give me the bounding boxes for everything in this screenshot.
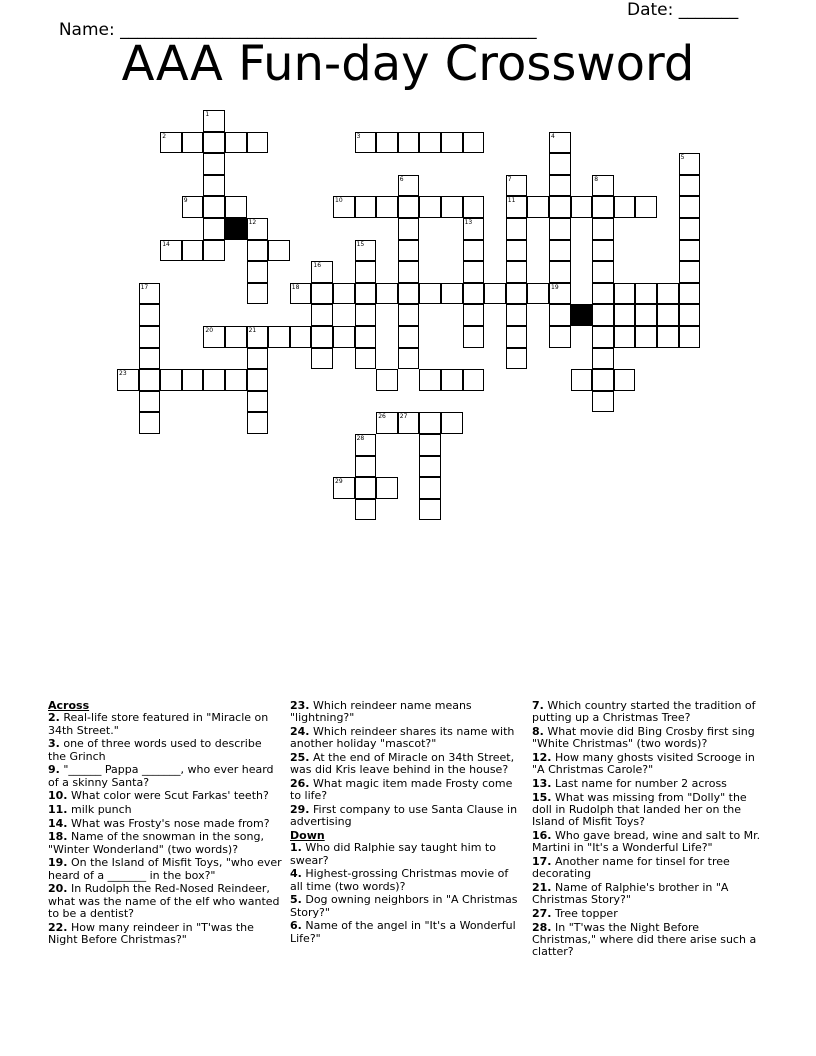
grid-cell[interactable] [679,218,701,240]
grid-cell[interactable] [355,132,377,154]
clues-column-1 [48,700,282,948]
grid-cell[interactable] [592,369,614,391]
grid-cell[interactable] [441,369,463,391]
clue-label: 3. [48,737,60,751]
grid-cell[interactable] [376,196,398,218]
grid-cell[interactable] [139,391,161,413]
grid-cell[interactable] [635,283,657,305]
grid-cell[interactable] [311,348,333,370]
clue-text: Name of the angel in "It's a Wonderful Life?" [290,919,516,945]
clue-number: 20 [205,327,214,334]
clue-text: Who gave bread, wine and salt to Mr. Martini in "It's a Wonderful Life?" [532,829,761,855]
grid-cell[interactable] [139,348,161,370]
grid-cell[interactable] [139,369,161,391]
grid-cell[interactable] [117,369,139,391]
grid-cell[interactable] [225,196,247,218]
clue-text: At the end of Miracle on 34th Street, was did Kris leave behind in the house? [290,751,515,777]
grid-cell[interactable] [247,132,269,154]
grid-cell[interactable] [355,348,377,370]
grid-cell[interactable] [376,369,398,391]
grid-cell[interactable] [203,369,225,391]
grid-cell[interactable] [441,283,463,305]
grid-cell[interactable] [398,326,420,348]
down-clue [532,752,766,777]
clue-label: 18. [48,830,68,844]
grid-cell[interactable] [592,218,614,240]
grid-cell[interactable] [549,304,571,326]
grid-cell[interactable] [182,132,204,154]
grid-cell[interactable] [463,261,485,283]
grid-cell[interactable] [679,304,701,326]
grid-cell[interactable] [247,348,269,370]
grid-cell[interactable] [247,261,269,283]
grid-cell[interactable] [225,132,247,154]
grid-cell[interactable] [268,326,290,348]
clue-label: 19. [48,856,68,870]
grid-cell[interactable] [247,283,269,305]
down-clue [532,778,766,790]
grid-cell[interactable] [463,283,485,305]
down-heading: Down [290,829,325,842]
clue-label: 5. [290,893,302,907]
clue-text: How many reindeer in "T'was the Night Before Christmas?" [48,920,254,946]
grid-cell[interactable] [657,326,679,348]
clue-label: 11. [48,803,68,816]
down-clue [532,856,766,881]
clue-number: 29 [335,478,343,486]
name-line[interactable]: Name: _________________________________________________ [58,20,537,40]
grid-cell[interactable] [506,261,528,283]
grid-cell[interactable] [355,499,377,521]
grid-cell[interactable] [657,304,679,326]
grid-cell[interactable] [614,369,636,391]
clue-label: 26. [290,777,310,790]
grid-cell[interactable] [527,283,549,305]
grid-cell[interactable] [592,261,614,283]
clue-number: 5 [680,154,685,162]
black-cell [571,304,593,326]
grid-cell[interactable] [614,326,636,348]
clue-label: 13. [532,777,552,790]
clue-label: 1. [290,841,302,855]
clue-label: 20. [48,882,68,896]
grid-cell[interactable] [463,304,485,326]
grid-cell[interactable] [635,304,657,326]
grid-cell[interactable] [463,240,485,262]
across-heading: Across [48,699,90,712]
grid-cell[interactable] [592,391,614,413]
clue-number: 2 [162,132,167,140]
clue-text: Highest-grossing Christmas movie of all time (two words)? [290,867,509,893]
clue-text: Dog owning neighbors in "A Christmas Story?" [290,893,518,919]
clue-text: In Rudolph the Red-Nosed Reindeer, what was the name of the elf who wanted to be a dentist? [48,882,280,920]
clue-label: 8. [532,725,544,738]
grid-cell[interactable] [203,110,225,132]
clue-text: Who did Ralphie say taught him to swear? [290,841,496,867]
clue-text: Name of Ralphie's brother in "A Christmas Story?" [532,881,729,907]
clue-text: "______ Pappa _______, who ever heard of a skinny Santa? [48,763,274,789]
across-clue [48,712,282,737]
clue-text: What was Frosty's nose made from? [71,816,270,830]
grid-cell[interactable] [376,477,398,499]
grid-cell[interactable] [225,326,247,348]
clue-number: 16 [313,262,322,270]
clue-number: 19 [551,283,559,291]
clue-text: Which reindeer shares its name with another holiday "mascot?" [290,725,515,751]
grid-cell[interactable] [398,261,420,283]
across-clue [48,922,282,947]
grid-cell[interactable] [506,348,528,370]
clue-number: 27 [399,413,408,421]
grid-cell[interactable] [463,132,485,154]
grid-cell[interactable] [571,369,593,391]
grid-cell[interactable] [398,132,420,154]
grid-cell[interactable] [398,412,420,434]
grid-cell[interactable] [398,196,420,218]
grid-cell[interactable] [592,326,614,348]
grid-cell[interactable] [419,369,441,391]
clue-label: 29. [290,803,310,816]
across-clue [290,700,524,725]
clue-number: 4 [551,132,555,140]
clue-number: 9 [183,197,188,205]
grid-cell[interactable] [419,283,441,305]
grid-cell[interactable] [506,175,528,197]
clue-label: 7. [532,699,544,712]
grid-cell[interactable] [614,196,636,218]
grid-cell[interactable] [203,132,225,154]
down-clue [290,894,524,919]
grid-cell[interactable] [592,240,614,262]
across-clue [48,857,282,882]
clue-number: 10 [335,197,343,205]
clue-text: What magic item made Frosty come to life? [290,777,513,803]
clue-text: milk punch [71,803,132,816]
grid-cell[interactable] [592,304,614,326]
grid-cell[interactable] [463,196,485,218]
clue-text: Which reindeer name means "lightning?" [290,699,472,725]
date-line[interactable]: Date: _______ [627,0,739,20]
grid-cell[interactable] [376,132,398,154]
grid-cell[interactable] [506,304,528,326]
grid-cell[interactable] [679,283,701,305]
grid-cell[interactable] [398,175,420,197]
grid-cell[interactable] [139,304,161,326]
grid-cell[interactable] [463,218,485,240]
grid-cell[interactable] [419,499,441,521]
clue-number: 21 [248,327,257,334]
grid-cell[interactable] [679,196,701,218]
grid-cell[interactable] [614,304,636,326]
grid-cell[interactable] [247,240,269,262]
grid-cell[interactable] [160,132,182,154]
grid-cell[interactable] [355,240,377,262]
grid-cell[interactable] [355,304,377,326]
grid-cell[interactable] [441,412,463,434]
clue-number: 23 [119,370,127,378]
clue-label: 28. [532,920,552,934]
grid-cell[interactable] [398,304,420,326]
grid-cell[interactable] [311,326,333,348]
across-clue [290,778,524,803]
clue-number: 7 [507,175,512,183]
grid-cell[interactable] [549,261,571,283]
down-clue [532,700,766,725]
grid-cell[interactable] [419,412,441,434]
grid-cell[interactable] [398,348,420,370]
clue-text: one of three words used to describe the Grinch [48,737,262,763]
grid-cell[interactable] [203,153,225,175]
clue-label: 16. [532,829,552,842]
clue-number: 13 [464,219,473,226]
grid-cell[interactable] [571,196,593,218]
clue-number: 28 [356,435,365,442]
grid-cell[interactable] [203,326,225,348]
down-clue [290,920,524,945]
clue-label: 22. [48,920,68,934]
clue-number: 3 [356,132,361,140]
grid-cell[interactable] [549,326,571,348]
clue-label: 17. [532,855,552,868]
grid-cell[interactable] [549,283,571,305]
across-clue [48,738,282,763]
grid-cell[interactable] [635,326,657,348]
clue-text: What was missing from "Dolly" the doll in Rudolph that landed her on the Island of Misfit Toys? [532,790,747,829]
clue-number: 8 [594,175,599,183]
across-clue [48,883,282,920]
clue-label: 9. [48,763,60,777]
grid-cell[interactable] [592,348,614,370]
down-clue [532,922,766,959]
clue-text: How many ghosts visited Scrooge in "A Christmas Carole?" [532,751,755,777]
grid-cell[interactable] [333,196,355,218]
grid-cell[interactable] [247,218,269,240]
grid-cell[interactable] [592,175,614,197]
clue-label: 6. [290,919,302,933]
clue-label: 15. [532,790,552,804]
clue-text: On the Island of Misfit Toys, "who ever heard of a _______ in the box?" [48,856,282,882]
clue-number: 18 [291,283,300,291]
grid-cell[interactable] [484,283,506,305]
grid-cell[interactable] [592,283,614,305]
grid-cell[interactable] [592,196,614,218]
clues-column-2 [290,700,524,946]
grid-cell[interactable] [614,283,636,305]
clue-text: Last name for number 2 across [555,777,727,790]
clue-label: 27. [532,907,552,920]
clue-text: What movie did Bing Crosby first sing "White Christmas" (two words)? [532,725,755,751]
clue-text: What color were Scut Farkas' teeth? [71,789,269,803]
clue-number: 12 [248,219,257,226]
grid-cell[interactable] [549,196,571,218]
grid-cell[interactable] [398,240,420,262]
grid-cell[interactable] [355,196,377,218]
grid-cell[interactable] [398,218,420,240]
clue-text: In "T'was the Night Before Christmas," where did there arise such a clatter? [532,920,757,959]
grid-cell[interactable] [657,283,679,305]
grid-cell[interactable] [506,326,528,348]
clue-label: 21. [532,881,552,894]
across-clue [48,804,282,816]
grid-cell[interactable] [679,240,701,262]
clue-label: 2. [48,711,60,725]
grid-cell[interactable] [549,240,571,262]
clue-label: 14. [48,816,68,830]
clue-text: Which country started the tradition of putting up a Christmas Tree? [532,699,756,725]
down-clue [532,792,766,829]
grid-cell[interactable] [333,283,355,305]
grid-cell[interactable] [506,240,528,262]
grid-cell[interactable] [355,477,377,499]
grid-cell[interactable] [355,261,377,283]
grid-cell[interactable] [549,175,571,197]
clue-number: 26 [378,413,386,421]
grid-cell[interactable] [139,326,161,348]
clue-label: 24. [290,725,310,738]
across-clue [48,790,282,802]
clue-label: 10. [48,789,68,803]
grid-cell[interactable] [203,218,225,240]
across-clue [290,726,524,751]
across-clue [290,804,524,829]
grid-cell[interactable] [160,240,182,262]
grid-cell[interactable] [549,218,571,240]
grid-cell[interactable] [290,283,312,305]
grid-cell[interactable] [376,412,398,434]
grid-cell[interactable] [139,283,161,305]
down-clue [532,908,766,920]
grid-cell[interactable] [506,283,528,305]
grid-cell[interactable] [635,196,657,218]
grid-cell[interactable] [679,326,701,348]
grid-cell[interactable] [506,218,528,240]
grid-cell[interactable] [139,412,161,434]
page-title: AAA Fun-day Crossword [121,36,695,92]
grid-cell[interactable] [506,196,528,218]
grid-cell[interactable] [355,434,377,456]
grid-cell[interactable] [203,240,225,262]
down-clue [532,830,766,855]
down-clue [532,882,766,907]
clue-text: First company to use Santa Clause in advertising [290,803,518,829]
grid-cell[interactable] [679,175,701,197]
grid-cell[interactable] [355,326,377,348]
grid-cell[interactable] [247,412,269,434]
down-clue [290,868,524,893]
grid-cell[interactable] [355,456,377,478]
grid-cell[interactable] [182,369,204,391]
grid-cell[interactable] [311,283,333,305]
clue-text: Tree topper [555,907,618,920]
grid-cell[interactable] [527,196,549,218]
clue-text: Another name for tinsel for tree decorating [532,855,730,881]
grid-cell[interactable] [549,153,571,175]
grid-cell[interactable] [247,369,269,391]
grid-cell[interactable] [419,132,441,154]
black-cell [225,218,247,240]
grid-cell[interactable] [419,456,441,478]
grid-cell[interactable] [203,196,225,218]
grid-cell[interactable] [182,240,204,262]
grid-cell[interactable] [247,326,269,348]
grid-cell[interactable] [182,196,204,218]
grid-cell[interactable] [247,391,269,413]
grid-cell[interactable] [355,283,377,305]
clue-label: 23. [290,699,310,712]
grid-cell[interactable] [398,283,420,305]
grid-cell[interactable] [203,175,225,197]
clue-label: 4. [290,867,302,881]
clue-number: 17 [140,283,149,291]
clue-number: 15 [356,240,365,248]
grid-cell[interactable] [376,283,398,305]
clue-number: 11 [507,197,516,205]
across-clue [48,764,282,789]
across-clue [290,752,524,777]
grid-cell[interactable] [463,326,485,348]
across-clue [48,818,282,830]
grid-cell[interactable] [225,369,247,391]
clues-column-3 [532,700,766,960]
grid-cell[interactable] [290,326,312,348]
grid-cell[interactable] [679,261,701,283]
grid-cell[interactable] [160,369,182,391]
grid-cell[interactable] [311,304,333,326]
grid-cell[interactable] [679,153,701,175]
grid-cell[interactable] [419,196,441,218]
grid-cell[interactable] [463,369,485,391]
clue-number: 14 [162,240,170,248]
grid-cell[interactable] [419,477,441,499]
grid-cell[interactable] [441,196,463,218]
clue-text: Real-life store featured in "Miracle on 34th Street." [48,711,269,737]
clue-label: 12. [532,751,552,764]
grid-cell[interactable] [419,434,441,456]
clue-number: 6 [399,175,404,183]
grid-cell[interactable] [311,261,333,283]
across-clue [48,831,282,856]
clue-label: 25. [290,751,310,764]
grid-cell[interactable] [333,477,355,499]
grid-cell[interactable] [333,326,355,348]
clue-text: Name of the snowman in the song, "Winter Wonderland" (two words)? [48,830,264,856]
clue-number: 1 [205,111,210,118]
down-clue [532,726,766,751]
grid-cell[interactable] [549,132,571,154]
down-clue [290,842,524,867]
grid-cell[interactable] [268,240,290,262]
grid-cell[interactable] [441,132,463,154]
